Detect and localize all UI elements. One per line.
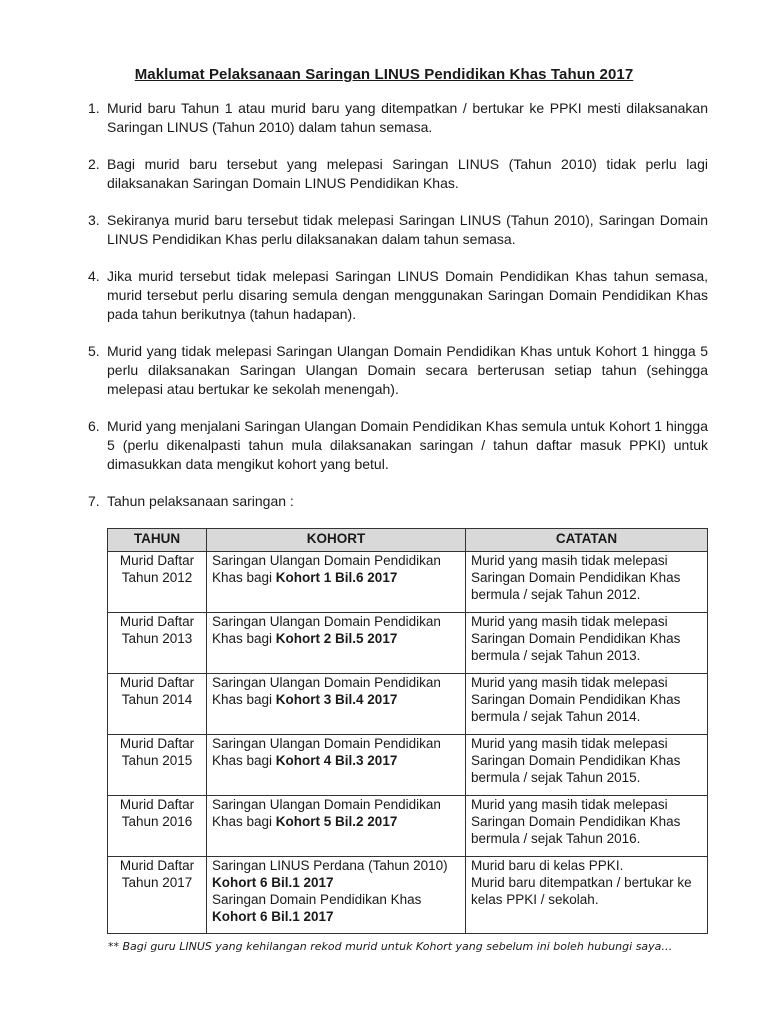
cell-catatan: Murid yang masih tidak melepasi Saringan Domain Pendidikan Khas bermula / sejak Tahun 2016. [466, 796, 708, 857]
kohort-code: Kohort 3 Bil.4 2017 [275, 692, 398, 707]
table-row [108, 674, 708, 735]
kohort-code: Kohort 5 Bil.2 2017 [275, 814, 398, 829]
kohort-code: Kohort 6 Bil.1 2017 [212, 909, 334, 924]
list-item-number: 5. [88, 343, 100, 359]
list-item-text: Murid baru Tahun 1 atau murid baru yang ditempatkan / bertukar ke PPKI mesti dilaksanakan Saringan LINUS (Tahun 2010) dalam tahun semasa. [107, 100, 708, 135]
header-catatan: CATATAN [466, 529, 708, 552]
catatan-text: Murid baru ditempatkan / bertukar ke kelas PPKI / sekolah. [471, 875, 692, 907]
tahun-line: Tahun 2015 [121, 753, 193, 768]
tahun-line: Murid Daftar [119, 858, 195, 873]
list-item [88, 211, 708, 249]
cell-tahun [108, 613, 207, 674]
kohort-code: Kohort 1 Bil.6 2017 [275, 570, 398, 585]
list-item-number: 1. [88, 100, 100, 116]
table-row [108, 613, 708, 674]
table-header-row [108, 529, 708, 552]
catatan-text: Murid baru di kelas PPKI. [471, 858, 624, 873]
cell-kohort [207, 796, 466, 857]
list-item-number: 2. [88, 156, 100, 172]
kohort-text: Saringan Ulangan Domain Pendidikan Khas bagi [212, 736, 441, 768]
document-title: Maklumat Pelaksanaan Saringan LINUS Pendidikan Khas Tahun 2017 [134, 66, 634, 83]
header-kohort: KOHORT [207, 529, 466, 552]
list-item-number: 7. [88, 493, 100, 509]
list-item-text: Murid yang menjalani Saringan Ulangan Domain Pendidikan Khas semula untuk Kohort 1 hingga 5 (perlu dikenalpasti tahun mula dilaksanakan saringan / tahun daftar masuk PPKI) untuk dimasukkan data mengikut kohort yang betul. [107, 418, 708, 472]
schedule-table [107, 528, 708, 934]
list-item-text: Murid yang tidak melepasi Saringan Ulangan Domain Pendidikan Khas untuk Kohort 1 hingga 5 perlu dilaksanakan Saringan Ulangan Domain secara berterusan setiap tahun (sehingga melepasi atau bertukar ke sekolah menengah). [107, 343, 708, 397]
table-row [108, 796, 708, 857]
footnote: ** Bagi guru LINUS yang kehilangan rekod murid untuk Kohort yang sebelum ini boleh hubungi saya… [108, 940, 673, 953]
cell-catatan: Murid yang masih tidak melepasi Saringan Domain Pendidikan Khas bermula / sejak Tahun 2014. [466, 674, 708, 735]
tahun-line: Tahun 2013 [121, 631, 193, 646]
cell-kohort [207, 735, 466, 796]
list-item [88, 99, 708, 137]
kohort-text: Saringan Ulangan Domain Pendidikan Khas bagi [212, 614, 441, 646]
kohort-text: Saringan LINUS Perdana (Tahun 2010) [212, 858, 448, 873]
tahun-line: Murid Daftar [119, 553, 195, 568]
cell-kohort [207, 613, 466, 674]
kohort-code: Kohort 4 Bil.3 2017 [275, 753, 398, 768]
kohort-text: Saringan Ulangan Domain Pendidikan Khas bagi [212, 797, 441, 829]
cell-catatan: Murid yang masih tidak melepasi Saringan Domain Pendidikan Khas bermula / sejak Tahun 2013. [466, 613, 708, 674]
list-item-text: Bagi murid baru tersebut yang melepasi Saringan LINUS (Tahun 2010) tidak perlu lagi dilaksanakan Saringan Domain LINUS Pendidikan Khas. [107, 156, 708, 191]
tahun-line: Tahun 2014 [121, 692, 193, 707]
table-row [108, 552, 708, 613]
cell-tahun [108, 796, 207, 857]
cell-tahun [108, 857, 207, 934]
tahun-line: Tahun 2012 [121, 570, 193, 585]
cell-tahun [108, 735, 207, 796]
header-tahun: TAHUN [108, 529, 207, 552]
numbered-list [88, 99, 708, 529]
cell-catatan: Murid yang masih tidak melepasi Saringan Domain Pendidikan Khas bermula / sejak Tahun 2015. [466, 735, 708, 796]
list-item-number: 6. [88, 418, 100, 434]
cell-tahun [108, 552, 207, 613]
cell-tahun [108, 674, 207, 735]
kohort-code: Kohort 2 Bil.5 2017 [275, 631, 398, 646]
tahun-line: Murid Daftar [119, 675, 195, 690]
cell-catatan [466, 857, 708, 934]
list-item-number: 4. [88, 268, 100, 284]
cell-kohort [207, 552, 466, 613]
list-item-number: 3. [88, 212, 100, 228]
table-row [108, 857, 708, 934]
list-item [88, 155, 708, 193]
tahun-line: Tahun 2016 [121, 814, 193, 829]
kohort-text: Saringan Domain Pendidikan Khas [212, 892, 422, 907]
table-row [108, 735, 708, 796]
list-item-text: Tahun pelaksanaan saringan : [107, 493, 294, 509]
list-item-text: Sekiranya murid baru tersebut tidak melepasi Saringan LINUS (Tahun 2010), Saringan Domain LINUS Pendidikan Khas perlu dilaksanakan dalam tahun semasa. [107, 212, 708, 247]
list-item [88, 342, 708, 399]
kohort-text: Saringan Ulangan Domain Pendidikan Khas bagi [212, 553, 441, 585]
tahun-line: Murid Daftar [119, 736, 195, 751]
cell-catatan: Murid yang masih tidak melepasi Saringan Domain Pendidikan Khas bermula / sejak Tahun 2012. [466, 552, 708, 613]
cell-kohort [207, 674, 466, 735]
cell-kohort [207, 857, 466, 934]
tahun-line: Murid Daftar [119, 797, 195, 812]
list-item [88, 492, 708, 511]
tahun-line: Murid Daftar [119, 614, 195, 629]
list-item-text: Jika murid tersebut tidak melepasi Saringan LINUS Domain Pendidikan Khas tahun semasa, murid tersebut perlu disaring semula dengan menggunakan Saringan Domain Pendidikan Khas pada tahun berikutnya (tahun hadapan). [107, 268, 708, 322]
list-item [88, 417, 708, 474]
list-item [88, 267, 708, 324]
kohort-code: Kohort 6 Bil.1 2017 [212, 875, 334, 890]
kohort-text: Saringan Ulangan Domain Pendidikan Khas bagi [212, 675, 441, 707]
tahun-line: Tahun 2017 [121, 875, 193, 890]
